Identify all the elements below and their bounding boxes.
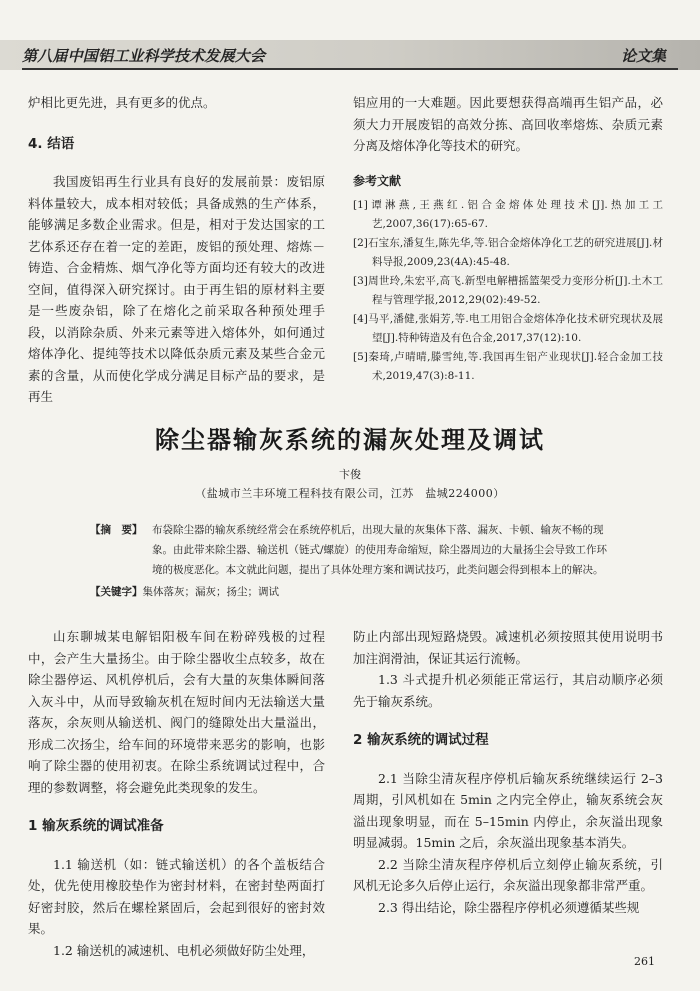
keywords-text: 集体落灰；漏灰；扬尘；调试 [142,586,279,598]
para-2-2: 2.2 当除尘清灰程序停机后立刻停止输灰系统，引风机无论多久后停止运行，余灰溢出现象都非常严重。 [353,856,663,893]
para-2-3: 2.3 得出结论，除尘器程序停机必须遵循某些规 [378,899,640,915]
article-author: 卞俊 [339,468,361,481]
para-1-1: 1.1 输送机（如：链式输送机）的各个盖板结合处，优先使用橡胶垫作为密封材料，在密封垫两面打好密封胶，然后在螺栓紧固后，会起到很好的密封效果。 [28,856,325,936]
page-number: 261 [634,955,655,968]
para-1-2-start: 1.2 输送机的减速机、电机必须做好防尘处理， [53,942,315,958]
prev-left-column [28,92,325,408]
prev-intro-line: 炉相比更先进，具有更多的优点。 [28,95,216,110]
abstract-text: 布袋除尘器的输灰系统经常会在系统停机后，出现大量的灰集体下落、漏灰、卡顿、输灰不畅的现象。由此带来除尘器、输送机（链式/螺旋）的使用寿命缩短，除尘器周边的大量扬尘会导致工作环境的极度恶化。本文就此问题，提出了具体处理方案和调试技巧，此类问题会得到根本上的解决。 [152,524,608,576]
prev-right-column [353,92,663,386]
section1-heading: 1 输灰系统的调试准备 [28,818,164,834]
para-1-3: 1.3 斗式提升机必须能正常运行，其启动顺序必须先于输灰系统。 [353,672,663,709]
references-heading: 参考文献 [353,173,402,188]
reference-list [353,196,663,386]
section2-heading: 2 输灰系统的调试过程 [353,732,489,748]
header-rule [22,68,678,70]
abstract-block [90,520,610,602]
prev-right-paragraph: 铝应用的一大难题。因此要想获得高端再生铝产品，必须大力开展废铝的高效分拣、高回收率熔炼、杂质元素分离及熔体净化等技术的研究。 [353,95,663,153]
article-right-column [353,626,663,918]
para-2-1: 2.1 当除尘清灰程序停机后输灰系统继续运行 2–3 周期，引风机如在 5min 之内完全停止，输灰系统会灰溢出现象明显，而在 5–15min 内停止，余灰溢出现象明显减弱。15min 之后，余灰溢出现象基本消失。 [353,770,663,850]
reference-item: [1]谭淋燕,王燕红.铝合金熔体处理技术[J].热加工工艺,2007,36(17):65-67. [353,199,663,230]
running-header [0,40,700,72]
reference-item: [5]秦琦,卢晴晴,滕雪纯,等.我国再生铝产业现状[J].轻合金加工技术,2019,47(3):8-11. [353,351,663,382]
conclusion-heading: 4. 结语 [28,135,75,152]
author-affiliation: （盐城市兰丰环境工程科技有限公司，江苏 盐城224000） [195,487,505,500]
conference-title: 第八届中国铝工业科学技术发展大会 [22,47,266,65]
conclusion-paragraph: 我国废铝再生行业具有良好的发展前景：废铝原料体量较大，成本相对较低；具备成熟的生产体系，能够满足多数企业需求。但是，相对于发达国家的工艺体系还存在着一定的差距，废铝的预处理、熔炼－铸造、合金精炼、烟气净化等方面均还有较大的改进空间，值得深入研究探讨。由于再生铝的原材料主要是一些废杂铝，除了在熔化之前采取各种预处理手段，以消除杂质、外来元素等进入熔体外，如何通过熔体净化、提纯等技术以降低杂质元素及某些合金元素的含量，从而使化学成分满足目标产品的要求，是再生 [28,174,325,404]
proceedings-label: 论文集 [620,47,666,65]
abstract-label: 【摘 要】 [90,524,143,536]
reference-item: [4]马平,潘健,张娟芳,等.电工用铝合金熔体净化技术研究现状及展望[J].特种铸造及有色合金,2017,37(12):10. [353,313,663,344]
reference-item: [3]周世玲,朱宏平,高飞.新型电解槽摇篮架受力变形分析[J].土木工程与管理学报,2012,29(02):49-52. [353,275,663,306]
para-1-2-cont: 防止内部出现短路烧毁。减速机必须按照其使用说明书加注润滑油，保证其运行流畅。 [353,629,663,666]
keywords-label: 【关键字】 [90,586,143,598]
intro-paragraph: 山东聊城某电解铝阳极车间在粉碎残极的过程中，会产生大量扬尘。由于除尘器收尘点较多，故在除尘器停运、风机停机后，会有大量的灰集体瞬间落入灰斗中，从而导致输灰机在短时间内无法输送大量落灰，余灰则从输送机、阀门的缝隙处出大量溢出，形成二次扬尘，给车间的环境带来恶劣的影响，也影响了除尘器的使用初衷。在除尘系统调试过程中，合理的参数调整，将会避免此类现象的发生。 [28,629,325,795]
reference-item: [2]石宝东,潘复生,陈先华,等.铝合金熔体净化工艺的研究进展[J].材料导报,2009,23(4A):45-48. [353,237,663,268]
article-left-column [28,626,325,961]
article-title: 除尘器输灰系统的漏灰处理及调试 [155,426,545,454]
